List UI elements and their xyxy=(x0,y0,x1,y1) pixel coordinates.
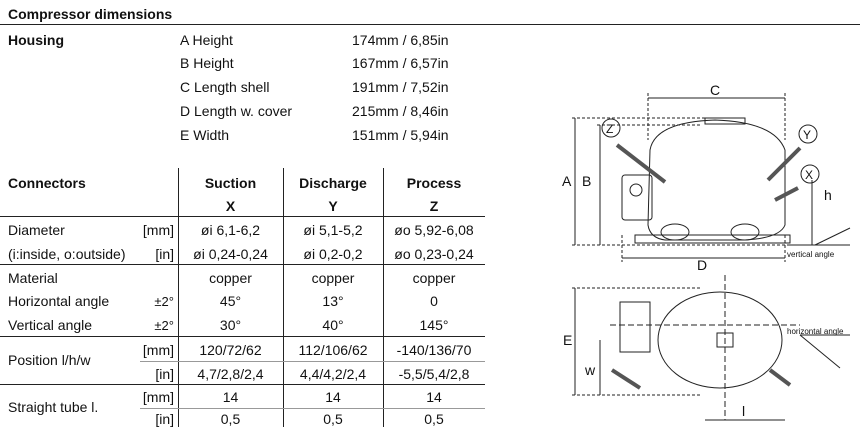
column-header-discharge: Discharge xyxy=(299,175,367,191)
label-h: h xyxy=(824,187,832,203)
table-cell: -5,5/5,4/2,8 xyxy=(398,366,470,382)
table-cell: 112/106/62 xyxy=(298,342,368,358)
label-x: X xyxy=(805,168,814,182)
sub-row-divider xyxy=(140,408,485,409)
label-d: D xyxy=(697,257,708,273)
row-unit: ±2° xyxy=(154,318,174,333)
row-unit: [in] xyxy=(155,366,174,382)
table-divider xyxy=(0,264,485,265)
table-cell: 13° xyxy=(322,293,344,309)
housing-row-value: 151mm / 5,94in xyxy=(352,127,449,143)
housing-label: Housing xyxy=(8,32,64,48)
compressor-drawing xyxy=(555,70,860,427)
row-unit: [mm] xyxy=(142,389,174,405)
table-cell: copper xyxy=(311,270,355,286)
table-cell: øi 5,1-5,2 xyxy=(303,222,363,238)
table-cell: 40° xyxy=(322,317,344,333)
column-code-z: Z xyxy=(429,198,439,214)
label-z: Z xyxy=(606,122,614,136)
label-e: E xyxy=(563,332,573,348)
column-header-suction: Suction xyxy=(204,175,257,191)
housing-row-value: 215mm / 8,46in xyxy=(352,103,449,119)
row-label: Material xyxy=(8,270,58,286)
housing-row-name: B Height xyxy=(180,55,234,71)
table-divider xyxy=(0,216,485,217)
base-plate xyxy=(635,235,790,243)
label-c: C xyxy=(710,82,721,98)
page-title: Compressor dimensions xyxy=(8,6,173,22)
terminal-cover xyxy=(622,175,652,220)
tube-z xyxy=(617,145,665,182)
row-label: Straight tube l. xyxy=(8,399,99,415)
column-code-y: Y xyxy=(328,198,338,214)
table-cell: øi 6,1-6,2 xyxy=(200,222,261,238)
table-cell: 14 xyxy=(426,389,442,405)
terminal-cover-top xyxy=(620,302,650,352)
row-unit: [mm] xyxy=(142,222,174,238)
label-y: Y xyxy=(803,128,812,142)
label-a: A xyxy=(562,173,572,189)
table-cell: copper xyxy=(412,270,456,286)
table-cell: øi 0,24-0,24 xyxy=(193,246,268,262)
column-header-process: Process xyxy=(406,175,462,191)
row-unit: [in] xyxy=(155,246,174,262)
shell-side xyxy=(648,120,785,240)
label-w: w xyxy=(585,362,596,378)
tube-x xyxy=(775,188,798,200)
housing-row-value: 191mm / 7,52in xyxy=(352,79,449,95)
table-cell: -140/136/70 xyxy=(396,342,472,358)
housing-row-name: E Width xyxy=(180,127,230,143)
housing-row-name: C Length shell xyxy=(180,79,270,95)
housing-row-value: 167mm / 6,57in xyxy=(352,55,449,71)
row-unit: ±2° xyxy=(154,294,174,309)
row-unit: [mm] xyxy=(142,342,174,358)
tube-y xyxy=(768,148,800,180)
label-vertical-angle: vertical angle xyxy=(787,250,835,259)
table-cell: 30° xyxy=(219,317,242,333)
table-cell: 0 xyxy=(430,293,438,309)
sub-row-divider xyxy=(140,361,485,362)
table-cell: 4,7/2,8/2,4 xyxy=(197,366,264,382)
row-label: (i:inside, o:outside) xyxy=(8,246,126,262)
table-divider xyxy=(0,384,485,385)
row-label: Diameter xyxy=(8,222,65,238)
housing-row-value: 174mm / 6,85in xyxy=(352,32,449,48)
label-horizontal-angle: horizontal angle xyxy=(787,327,844,336)
title-divider xyxy=(0,24,860,25)
table-cell: 145° xyxy=(419,317,449,333)
shell-top xyxy=(658,292,782,388)
table-cell: copper xyxy=(209,270,252,286)
housing-row-name: A Height xyxy=(180,32,233,48)
housing-row-name: D Length w. cover xyxy=(180,103,293,119)
connectors-label: Connectors xyxy=(8,175,86,191)
table-cell: 14 xyxy=(222,389,239,405)
row-unit: [in] xyxy=(155,411,174,427)
table-cell: 120/72/62 xyxy=(199,342,262,358)
row-label: Vertical angle xyxy=(8,317,93,333)
table-cell: 14 xyxy=(325,389,341,405)
table-cell: 45° xyxy=(219,293,242,309)
table-cell: 0,5 xyxy=(323,411,343,427)
table-cell: 0,5 xyxy=(424,411,444,427)
row-label: Horizontal angle xyxy=(8,293,110,309)
table-divider xyxy=(0,336,485,337)
table-cell: øi 0,2-0,2 xyxy=(303,246,363,262)
table-cell: øo 0,23-0,24 xyxy=(394,246,474,262)
table-cell: øo 5,92-6,08 xyxy=(394,222,474,238)
label-l: l xyxy=(742,403,746,419)
table-cell: 0,5 xyxy=(220,411,241,427)
label-b: B xyxy=(582,173,592,189)
column-code-x: X xyxy=(225,198,236,214)
table-cell: 4,4/4,2/2,4 xyxy=(299,366,367,382)
row-label: Position l/h/w xyxy=(8,352,91,368)
